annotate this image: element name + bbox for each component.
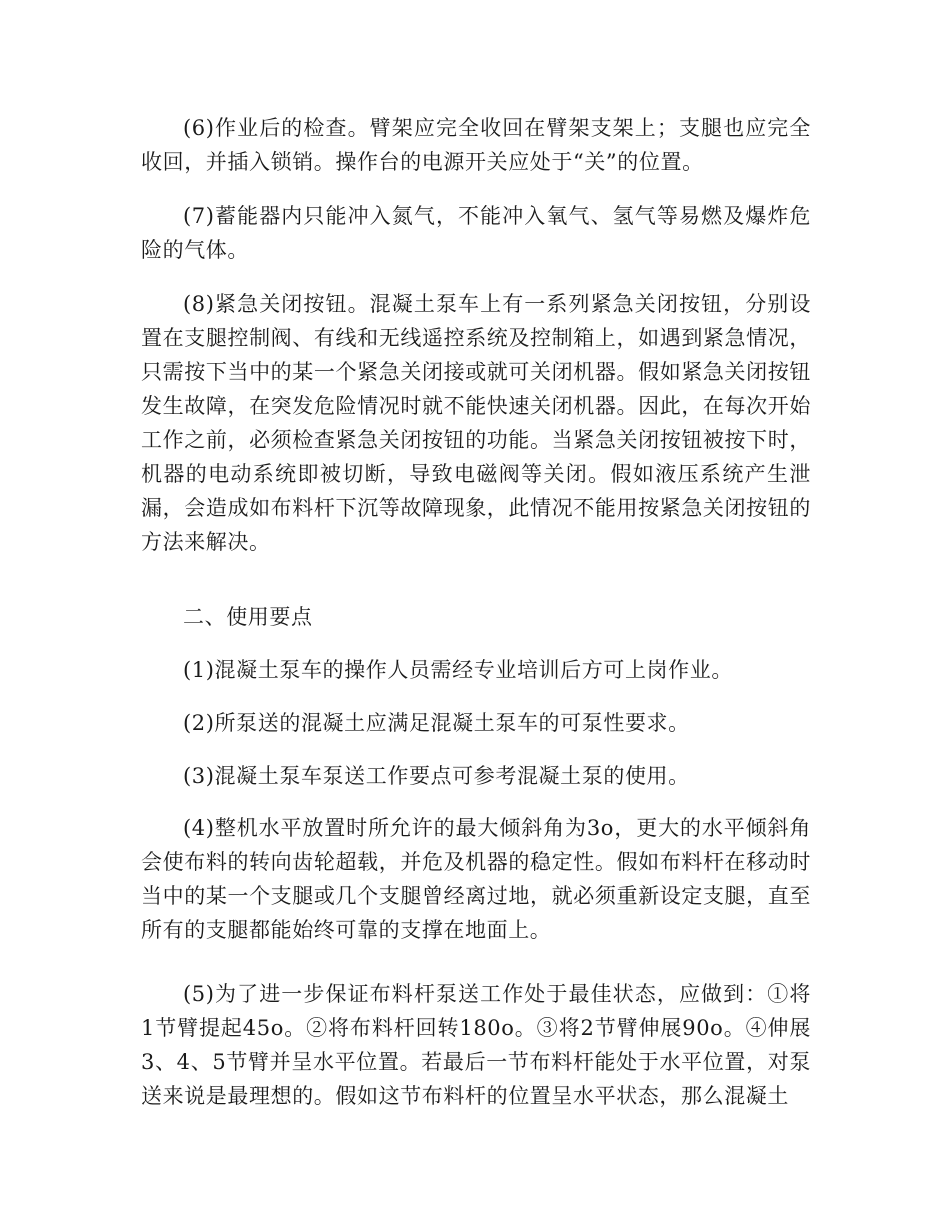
paragraph-boom-position: (5)为了进一步保证布料杆泵送工作处于最佳状态，应做到：①将1节臂提起45o。②将布料杆回转180o。③将2节臂伸展90o。④伸展3、4、5节臂并呈水平位置。若最后一节布料杆能处于水平位置，对泵送来说是最理想的。假如这节布料杆的位置呈水平状态，那么混凝土 (141, 982, 811, 1108)
paragraph-post-operation-check: (6)作业后的检查。臂架应完全收回在臂架支架上；支腿也应完全收回，并插入锁销。操作台的电源开关应处于“关”的位置。 (141, 116, 811, 174)
paragraph-pump-reference: (3)混凝土泵车泵送工作要点可参考混凝土泵的使用。 (183, 764, 690, 788)
paragraph-operator-training: (1)混凝土泵车的操作人员需经专业培训后方可上岗作业。 (183, 658, 733, 682)
paragraph-accumulator: (7)蓄能器内只能冲入氮气，不能冲入氧气、氢气等易燃及爆炸危险的气体。 (141, 204, 811, 262)
paragraph-pumpability: (2)所泵送的混凝土应满足混凝土泵车的可泵性要求。 (183, 711, 690, 735)
paragraph-tilt-angle: (4)整机水平放置时所允许的最大倾斜角为3o，更大的水平倾斜角会使布料的转向齿轮超载，并危及机器的稳定性。假如布料杆在移动时当中的某一个支腿或几个支腿曾经离过地，就必须重新设定支腿，直至所有的支腿都能始终可靠的支撑在地面上。 (141, 816, 811, 942)
section-heading-usage-points: 二、使用要点 (183, 605, 313, 629)
paragraph-emergency-stop: (8)紧急关闭按钮。混凝土泵车上有一系列紧急关闭按钮，分别设置在支腿控制阀、有线和无线遥控系统及控制箱上，如遇到紧急情况，只需按下当中的某一个紧急关闭接或就可关闭机器。假如紧急关闭按钮发生故障，在突发危险情况时就不能快速关闭机器。因此，在每次开始工作之前，必须检查紧急关闭按钮的功能。当紧急关闭按钮被按下时，机器的电动系统即被切断，导致电磁阀等关闭。假如液压系统产生泄漏，会造成如布料杆下沉等故障现象，此情况不能用按紧急关闭按钮的方法来解决。 (141, 292, 811, 554)
